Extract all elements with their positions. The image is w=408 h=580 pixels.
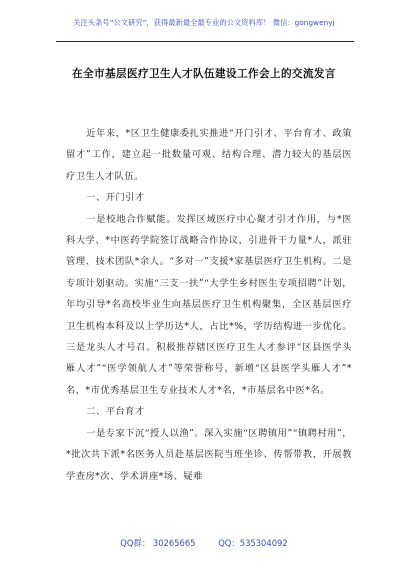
paragraph-section-2: 一是专家下沉“授人以渔”。深入实施“区聘镇用”“镇聘村用”，*批次共下派*名医务人员赴基层医院当班坐诊、传帮带教，开展教学查房*次、学术讲座*场、疑难 xyxy=(66,427,352,482)
paragraph-section-1: 一是校地合作赋能。发挥区域医疗中心聚才引才作用，与*医科大学、*中医药学院签订战略合作协议，引进骨干力量*人，派驻管理、技术团队*余人。“多对一”支援*家基层医疗卫生机构。二是专项计划驱动。实施“三支一扶”“大学生乡村医生专项招聘”计划，年均引导*名高校毕业生向基层医疗卫生机构聚集，全区基层医疗卫生机构本科及以上学历达*人，占比*%，学历结构进一步优化。三是龙头人才号召。积极推荐辖区医疗卫生人才参评“区县医学头雁人才”“医学领航人才”等荣誉称号，新增“区县医学头雁人才”*名，*市优秀基层卫生专业技术人才*名，*市基层名中医*名。 xyxy=(66,213,352,396)
footer-qq-contact: QQ：535304092 xyxy=(218,538,288,548)
section-heading-1: 一、开门引才 xyxy=(86,192,145,204)
footer-qq-group: QQ群： 30265665 xyxy=(120,538,196,548)
document-title: 在全市基层医疗卫生人才队伍建设工作会上的交流发言 xyxy=(72,68,336,80)
document-body xyxy=(66,123,352,487)
paragraph-intro: 近年来，*区卫生健康委扎实推进“开门引才、平台育才、政策留才”工作，建立起一批数量可观、结构合理、潜力较大的基层医疗卫生人才队伍。 xyxy=(66,128,352,182)
section-heading-2: 二、平台育才 xyxy=(86,406,145,418)
page-header-banner: 关注头条号“公文研究”，获得最新最全最专业的公文资料库！ 微信：gongwenyj xyxy=(73,18,335,27)
page-footer xyxy=(0,537,408,549)
header-divider xyxy=(56,41,354,42)
